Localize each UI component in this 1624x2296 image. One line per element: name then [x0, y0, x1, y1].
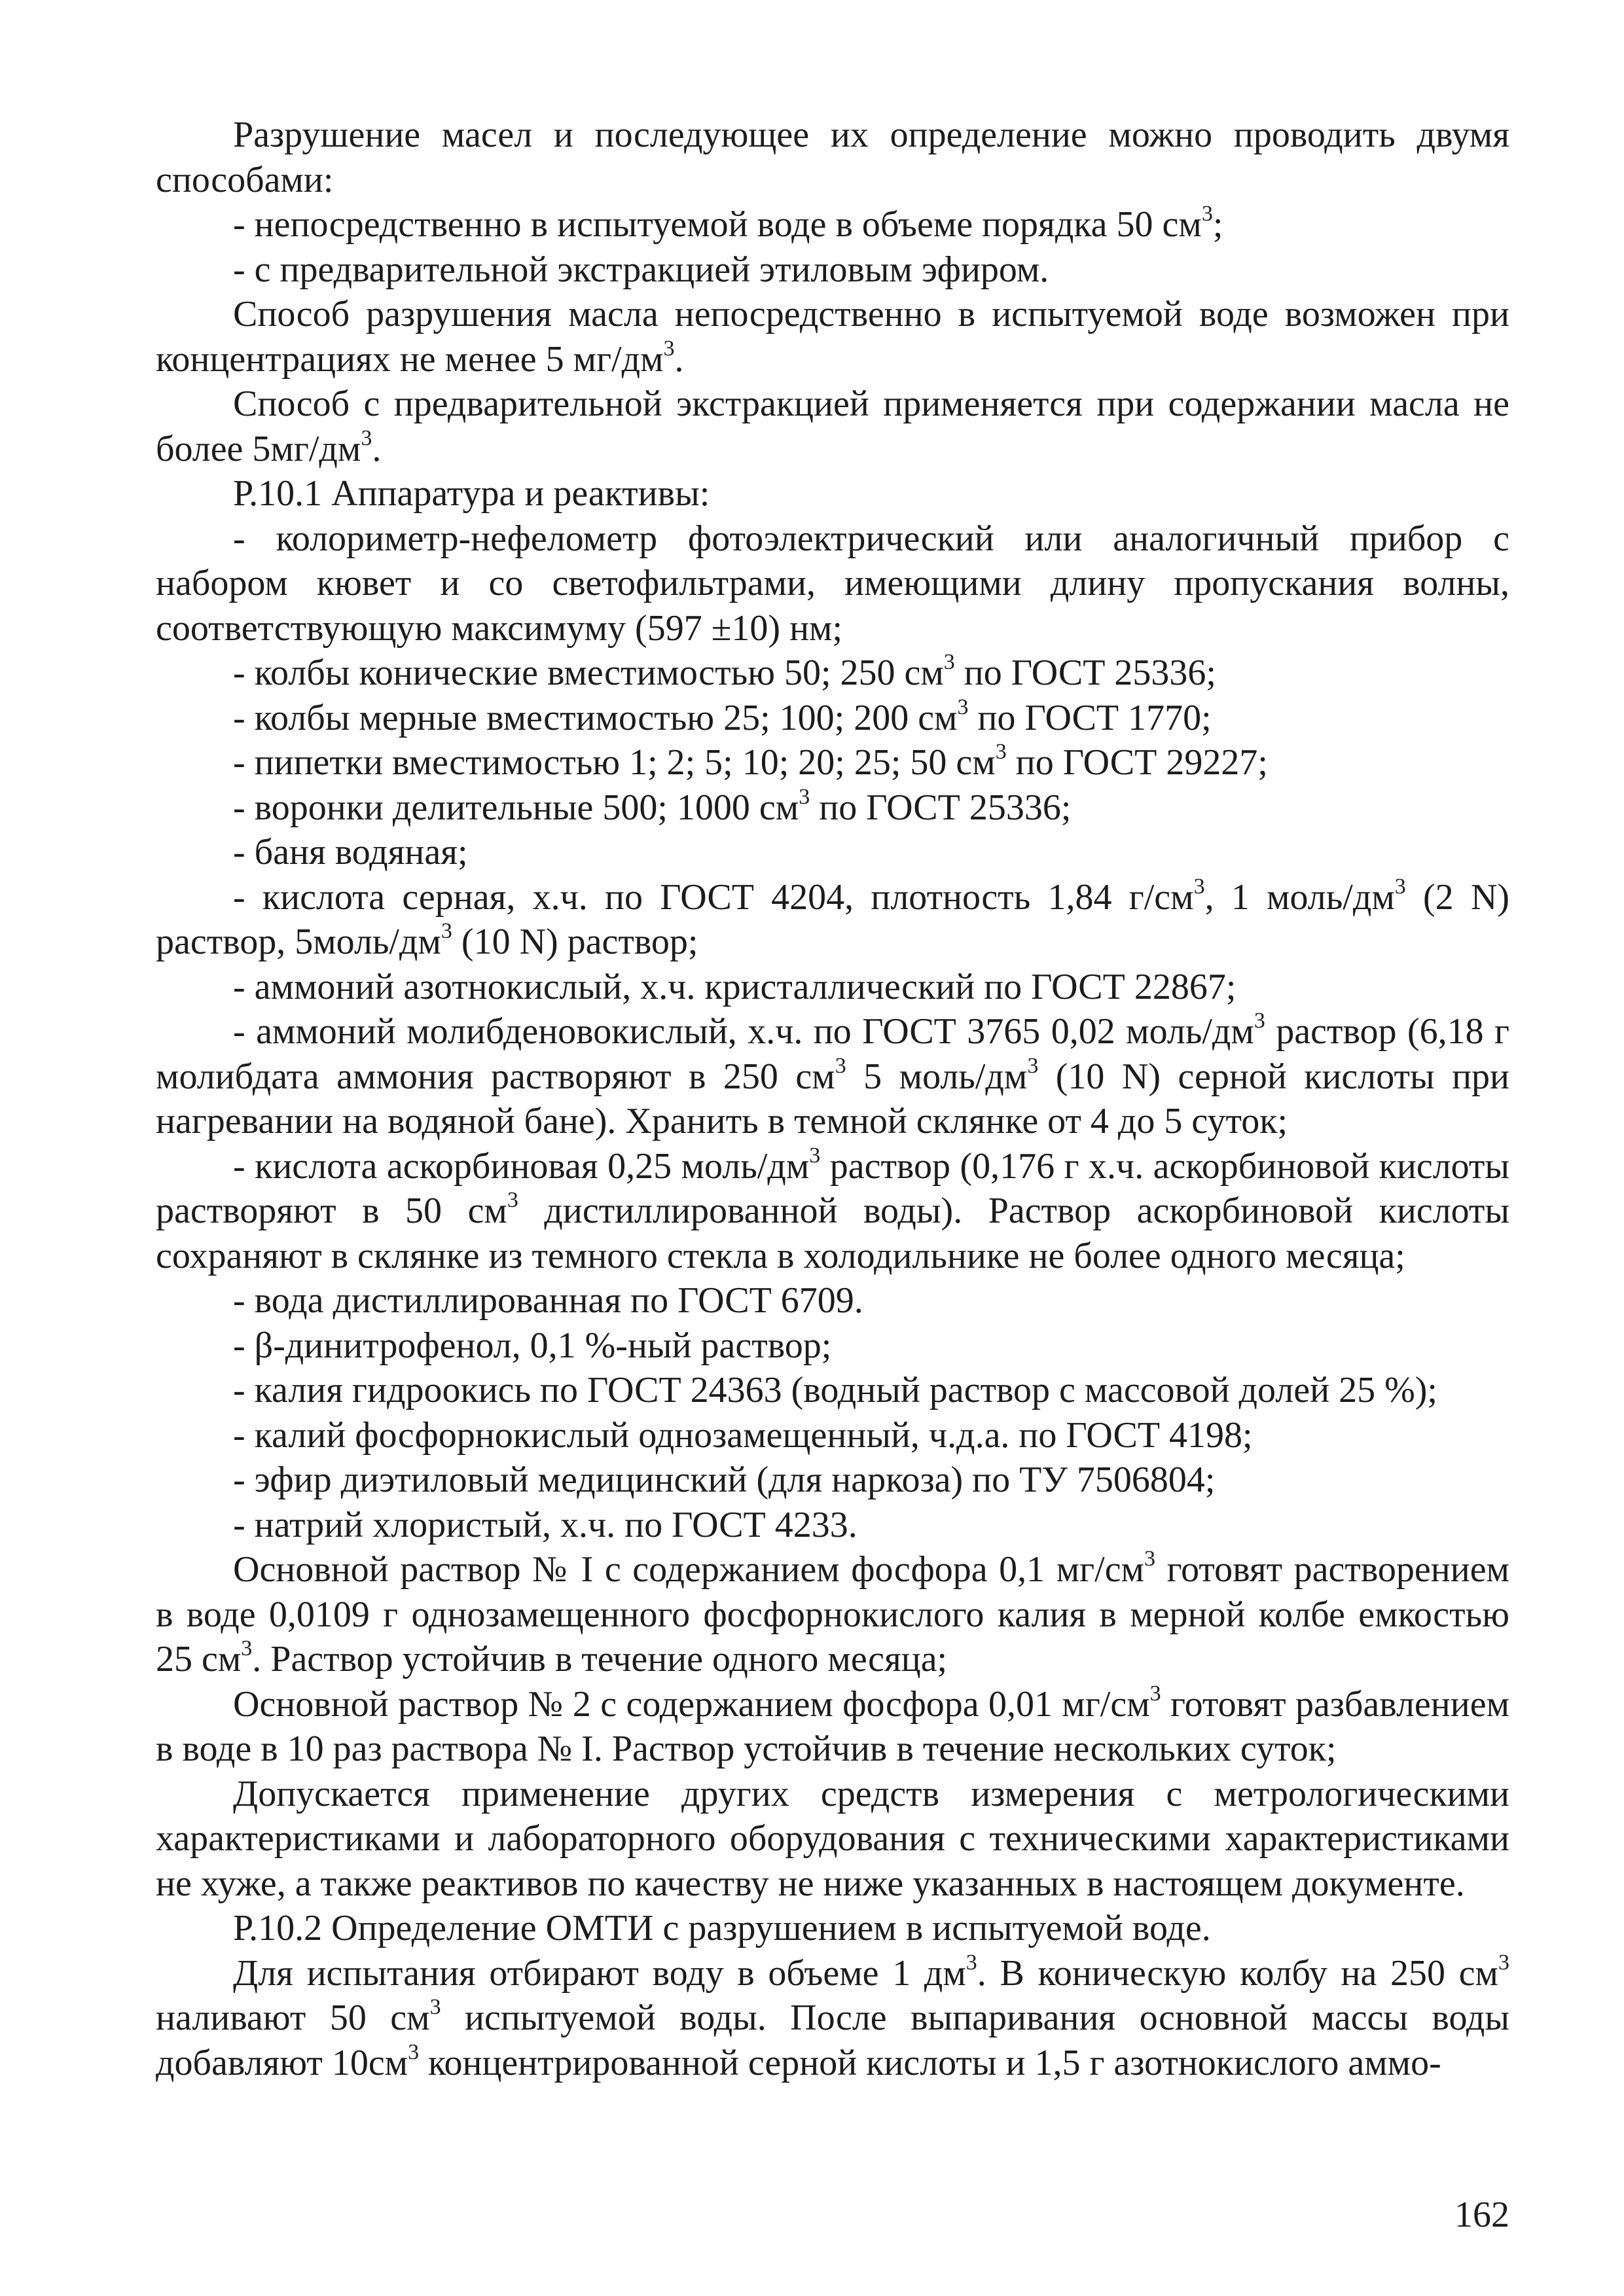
text-run: по ГОСТ 29227;	[1006, 742, 1268, 783]
text-run: - кислота серная, х.ч. по ГОСТ 4204, плотность 1,84 г/см	[233, 876, 1194, 918]
list-item	[156, 1278, 1509, 1323]
superscript: 3	[1394, 874, 1406, 899]
superscript: 3	[799, 784, 810, 809]
text-run: - калий фосфорнокислый однозамещенный, ч.д.а. по ГОСТ 4198;	[233, 1414, 1253, 1456]
text-run: дистиллированной воды). Раствор аскорбиновой кислоты сохраняют в склянке из темного стекла в холодильнике не более одного месяца;	[156, 1191, 1509, 1276]
text-run: Способ разрушения масла непосредственно в испытуемой воде возможен при концентрациях не менее 5 мг/дм	[156, 294, 1509, 380]
paragraph	[156, 1951, 1509, 2086]
superscript: 3	[1144, 1547, 1155, 1571]
list-item	[156, 1009, 1509, 1144]
superscript: 3	[663, 336, 675, 361]
text-run: Допускается применение других средств измерения с метрологическими характеристиками и лабораторного оборудования с техническими характеристиками не хуже, а также реактивов по качеству не ниже указанных в настоящем документе.	[156, 1773, 1509, 1904]
text-run: Основной раствор № 2 с содержанием фосфора 0,01 мг/см	[233, 1683, 1150, 1725]
list-item	[156, 202, 1509, 247]
list-item	[156, 1144, 1509, 1279]
text-run: Р.10.1 Аппаратура и реактивы:	[233, 473, 710, 514]
text-run: - баня водяная;	[233, 832, 468, 872]
text-run: - кислота аскорбиновая 0,25 моль/дм	[233, 1145, 810, 1187]
text-run: - аммоний молибденовокислый, х.ч. по ГОСТ 3765 0,02 моль/дм	[233, 1011, 1254, 1052]
superscript: 3	[1193, 874, 1205, 899]
text-run: - непосредственно в испытуемой воде в объеме порядка 50 см	[233, 204, 1202, 245]
text-run: раствор (0,176 г х.ч. аскорбиновой кислоты растворяют в 50 см	[156, 1145, 1510, 1231]
text-run: - воронки делительные 500; 1000 см	[233, 787, 799, 828]
text-run: - калия гидроокись по ГОСТ 24363 (водный раствор с массовой долей 25 %);	[233, 1370, 1437, 1410]
paragraph	[156, 1547, 1509, 1682]
text-run: (2 N) раствор, 5моль/дм	[156, 876, 1509, 962]
text-run: по ГОСТ 25336;	[810, 787, 1072, 828]
list-item	[156, 830, 1509, 875]
document-page	[156, 113, 1509, 2227]
text-run: - натрий хлористый, х.ч. по ГОСТ 4233.	[233, 1504, 857, 1545]
superscript: 3	[995, 740, 1007, 764]
page-number: 162	[1454, 2195, 1509, 2235]
text-run: - с предварительной экстракцией этиловым эфиром.	[233, 249, 1049, 290]
list-item	[156, 1368, 1509, 1413]
paragraph	[156, 292, 1509, 382]
superscript: 3	[241, 1636, 253, 1661]
text-run: - колбы конические вместимостью 50; 250 см	[233, 653, 944, 693]
paragraph	[156, 113, 1509, 202]
text-run: Разрушение масел и последующее их определение можно проводить двумя способами:	[156, 115, 1509, 200]
text-run: .	[674, 338, 684, 380]
text-run: Для испытания отбирают воду в объеме 1 дм	[233, 1952, 966, 1994]
paragraph	[156, 471, 1509, 516]
text-run: испытуемой воды. После выпаривания основной массы воды добавляют 10см	[156, 1998, 1509, 2083]
text-run: - вода дистиллированная по ГОСТ 6709.	[233, 1280, 863, 1321]
text-run: наливают 50 см	[156, 1998, 430, 2038]
text-run: готовят растворением в воде 0,0109 г однозамещенного фосфорнокислого калия в мерной колбе емкостью 25 см	[156, 1549, 1509, 1679]
text-run: - пипетки вместимостью 1; 2; 5; 10; 20; 25; 50 см	[233, 742, 996, 783]
text-run: - колбы мерные вместимостью 25; 100; 200 см	[233, 697, 958, 738]
text-run: . В коническую колбу на 250 см	[977, 1952, 1498, 1994]
text-run: - β-динитрофенол, 0,1 %-ный раствор;	[233, 1325, 832, 1366]
list-item	[156, 1458, 1509, 1503]
text-run: , 1 моль/дм	[1204, 876, 1395, 918]
superscript: 3	[1498, 1950, 1509, 1975]
list-item	[156, 785, 1509, 831]
paragraph	[156, 1682, 1509, 1772]
superscript: 3	[441, 919, 452, 944]
list-item	[156, 965, 1509, 1010]
superscript: 3	[1027, 1053, 1039, 1078]
paragraph	[156, 1772, 1509, 1907]
list-item	[156, 516, 1509, 651]
list-item	[156, 1323, 1509, 1369]
superscript: 3	[429, 1995, 441, 2020]
text-run: концентрированной серной кислоты и 1,5 г азотнокислого аммо-	[419, 2042, 1441, 2083]
text-run: . Раствор устойчив в течение одного месяца;	[252, 1639, 948, 1679]
superscript: 3	[361, 425, 372, 450]
text-run: Способ с предварительной экстракцией применяется при содержании масла не более 5мг/дм	[156, 384, 1509, 469]
text-run: (10 N) серной кислоты при нагревании на водяной бане). Хранить в темной склянке от 4 до 5 суток;	[156, 1056, 1509, 1141]
text-run: Р.10.2 Определение ОМТИ с разрушением в испытуемой воде.	[233, 1908, 1211, 1948]
text-run: - эфир диэтиловый медицинский (для наркоза) по ТУ 7506804;	[233, 1460, 1216, 1500]
text-run: по ГОСТ 25336;	[954, 653, 1216, 693]
paragraph	[156, 1906, 1509, 1951]
superscript: 3	[943, 650, 955, 675]
paragraph	[156, 382, 1509, 471]
list-item	[156, 1413, 1509, 1458]
list-item	[156, 875, 1509, 965]
text-run: по ГОСТ 1770;	[968, 697, 1212, 738]
text-run: - аммоний азотнокислый, х.ч. кристаллический по ГОСТ 22867;	[233, 966, 1236, 1007]
superscript: 3	[1254, 1009, 1265, 1033]
superscript: 3	[1149, 1681, 1161, 1706]
text-run: раствор (6,18 г молибдата аммония растворяют в 250 см	[156, 1011, 1509, 1097]
superscript: 3	[507, 1188, 518, 1213]
text-run: ;	[1212, 204, 1223, 245]
list-item	[156, 247, 1509, 293]
document-body	[156, 113, 1509, 2085]
superscript: 3	[809, 1143, 821, 1168]
superscript: 3	[835, 1053, 846, 1078]
superscript: 3	[965, 1950, 977, 1975]
superscript: 3	[957, 694, 969, 719]
text-run: - колориметр-нефелометр фотоэлектрический или аналогичный прибор с набором кювет и со светофильтрами, имеющими длину пропускания волны, соответствующую максимуму (597 ±10) нм;	[156, 518, 1509, 649]
list-item	[156, 651, 1509, 696]
text-run: 5 моль/дм	[846, 1056, 1028, 1097]
list-item	[156, 696, 1509, 741]
superscript: 3	[1201, 202, 1213, 226]
superscript: 3	[408, 2039, 420, 2064]
text-run: .	[372, 428, 382, 469]
text-run: (10 N) раствор;	[452, 922, 698, 962]
text-run: Основной раствор № I с содержанием фосфора 0,1 мг/см	[233, 1549, 1144, 1590]
list-item	[156, 1503, 1509, 1548]
list-item	[156, 740, 1509, 785]
text-run: готовят разбавлением в воде в 10 раз раствора № I. Раствор устойчив в течение нескольких суток;	[156, 1683, 1510, 1769]
